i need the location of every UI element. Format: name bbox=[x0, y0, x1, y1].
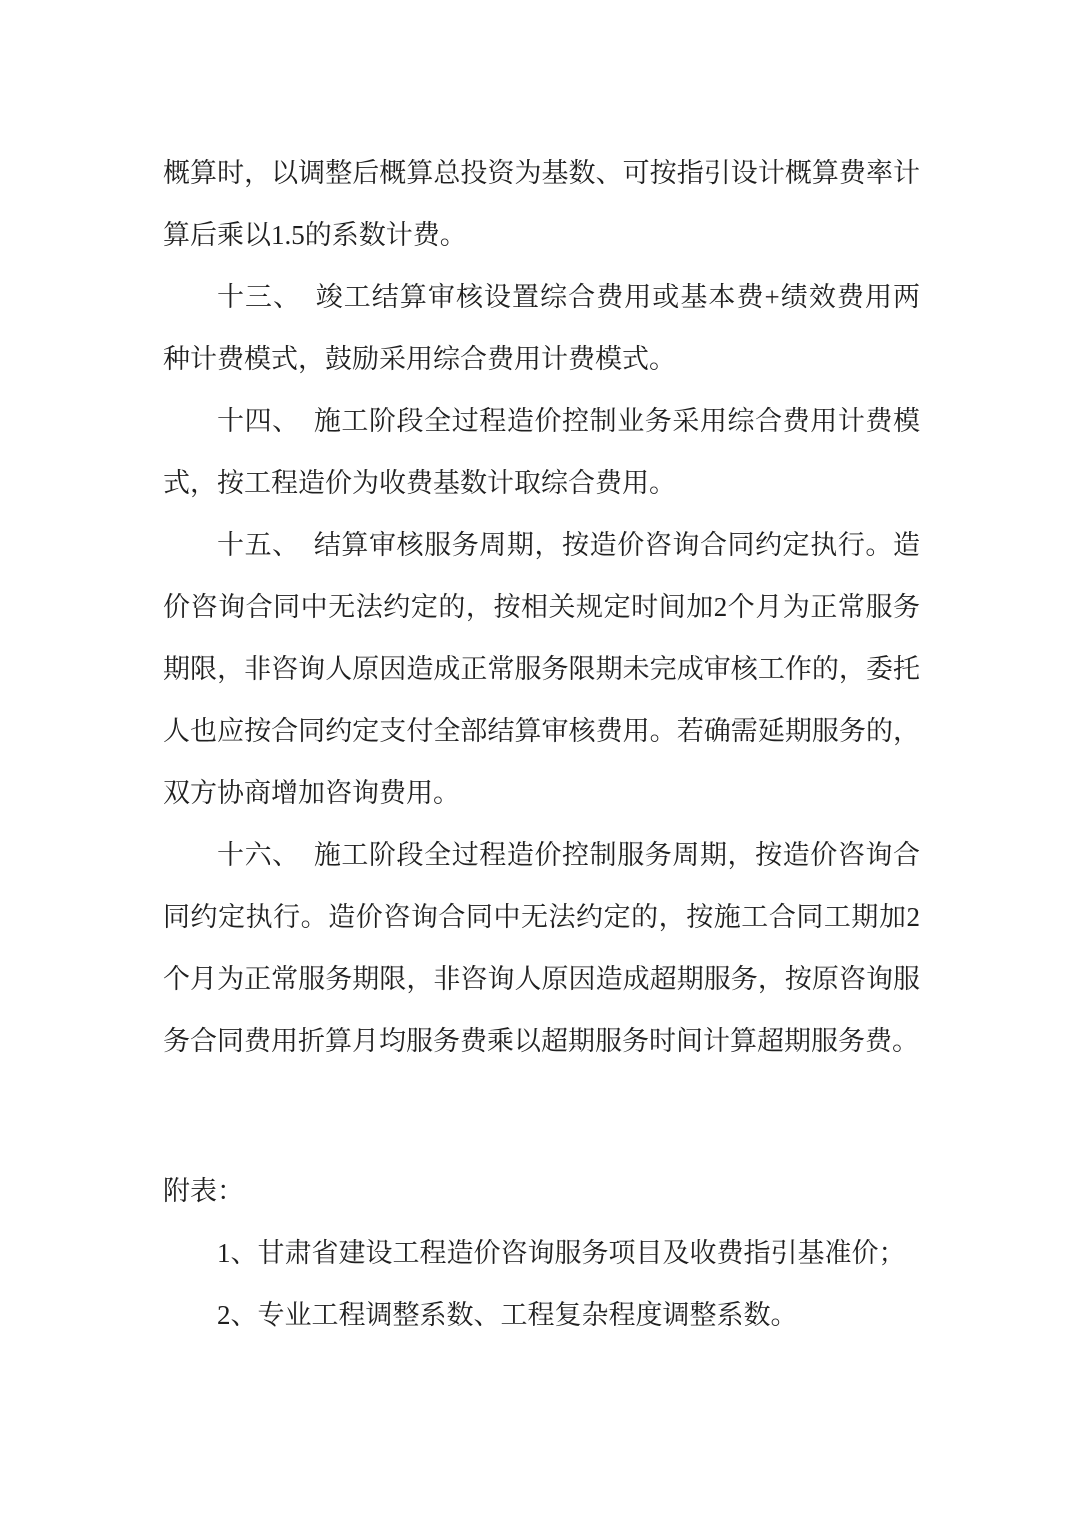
appendix-item-2: 2、专业工程调整系数、工程复杂程度调整系数。 bbox=[217, 1300, 798, 1330]
appendix-item-1: 1、甘肃省建设工程造价咨询服务项目及收费指引基准价； bbox=[217, 1238, 906, 1268]
document-body bbox=[163, 142, 920, 1346]
paragraph-continuation: 概算时，以调整后概算总投资为基数、可按指引设计概算费率计算后乘以1.5的系数计费。 bbox=[163, 158, 920, 250]
appendix-label: 附表： bbox=[163, 1176, 244, 1206]
paragraph-item-16: 十六、 施工阶段全过程造价控制服务周期，按造价咨询合同约定执行。造价咨询合同中无法约定的，按施工合同工期加2个月为正常服务期限，非咨询人原因造成超期服务，按原咨询服务合同费用折算月均服务费乘以超期服务时间计算超期服务费。 bbox=[163, 840, 920, 1056]
paragraph-item-13: 十三、 竣工结算审核设置综合费用或基本费+绩效费用两种计费模式，鼓励采用综合费用计费模式。 bbox=[163, 282, 920, 374]
paragraph-item-15: 十五、 结算审核服务周期，按造价咨询合同约定执行。造价咨询合同中无法约定的，按相关规定时间加2个月为正常服务期限，非咨询人原因造成正常服务限期未完成审核工作的，委托人也应按合同约定支付全部结算审核费用。若确需延期服务的，双方协商增加咨询费用。 bbox=[163, 530, 920, 808]
paragraph-item-14: 十四、 施工阶段全过程造价控制业务采用综合费用计费模式，按工程造价为收费基数计取综合费用。 bbox=[163, 406, 920, 498]
